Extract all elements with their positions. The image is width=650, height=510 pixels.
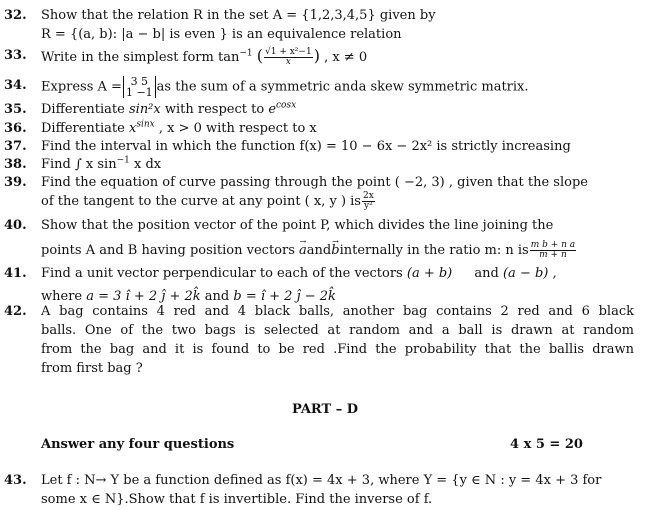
question-number: 36.: [4, 121, 27, 136]
matrix-row: 1 −1: [125, 86, 153, 99]
math-exponent: −1: [116, 155, 130, 166]
question-text: Find: [41, 157, 71, 172]
question-text: and: [306, 243, 332, 258]
question-text: Let f : N→ Y be a function defined as f(x) = 4x + 3, where Y = {y ∈ N : y = 4x + 3 for: [41, 473, 602, 488]
vector-a-definition: a = 3 î + 2 ĵ + 2k̂: [86, 289, 201, 304]
question-35: [4, 100, 634, 119]
question-39: [4, 173, 634, 211]
question-38: [4, 155, 634, 174]
question-number: 37.: [4, 139, 27, 154]
fraction-denominator: y²: [364, 201, 373, 211]
fraction-denominator: x: [285, 57, 291, 67]
math-expression: sin²x: [128, 102, 161, 117]
matrix: [123, 76, 156, 98]
question-text: where: [41, 289, 83, 304]
vector-a: → a: [299, 241, 307, 260]
fraction-numerator: m b + n a: [530, 240, 576, 250]
question-text: Differentiate: [41, 121, 125, 136]
question-43: [4, 471, 634, 509]
question-text: with respect to: [164, 102, 265, 117]
question-number: 39.: [4, 175, 27, 190]
question-text: , x ≠ 0: [324, 50, 368, 65]
question-number: 35.: [4, 102, 27, 117]
matrix-row: 3 5: [130, 75, 149, 88]
math-exponent: cosx: [276, 100, 297, 111]
question-text: Express A =: [41, 79, 122, 95]
question-text: Differentiate: [41, 102, 125, 117]
question-number: 43.: [4, 473, 27, 488]
question-number: 34.: [4, 78, 27, 93]
question-text: points A and B having position vectors: [41, 243, 295, 258]
question-34: [4, 76, 634, 98]
math-exponent: −1: [239, 48, 253, 59]
question-text: from first bag ?: [41, 361, 143, 376]
question-text: Find the interval in which the function f(x) = 10 − 6x − 2x² is strictly increasing: [41, 139, 571, 154]
question-text: as the sum of a symmetric anda skew symmetric matrix.: [156, 79, 529, 95]
question-number: 33.: [4, 48, 27, 63]
math-fraction: [530, 241, 576, 260]
math-function: tan: [217, 50, 240, 65]
math-exponent: sinx: [136, 119, 155, 130]
instruction-text: Answer any four questions: [41, 437, 235, 452]
question-text: Find the equation of curve passing through the point ( −2, 3) , given that the slope: [41, 175, 588, 190]
question-text: , x > 0 with respect to x: [158, 121, 317, 136]
question-36: [4, 119, 634, 138]
question-40: [4, 216, 634, 260]
question-number: 32.: [4, 8, 27, 23]
question-text: balls. One of the two bags is selected at random and a ball is drawn at random: [41, 323, 634, 338]
math-fraction: [264, 48, 313, 67]
question-text: and: [474, 266, 499, 281]
question-number: 41.: [4, 266, 27, 281]
question-number: 42.: [4, 304, 27, 319]
question-37: [4, 137, 634, 156]
question-text: from the bag and it is found to be red .Find the probability that the ballis drawn: [41, 342, 634, 357]
vector-b-definition: b = î + 2 ĵ − 2k̂: [233, 289, 336, 304]
question-number: 40.: [4, 218, 27, 233]
math-expression: x: [128, 121, 137, 136]
question-text: Find a unit vector perpendicular to each of the vectors: [41, 266, 403, 281]
question-32: [4, 6, 634, 44]
question-text: A bag contains 4 red and 4 black balls, another bag contains 2 red and 6 black: [41, 304, 634, 319]
vector-difference: (a − b) ,: [502, 266, 557, 281]
question-41: [4, 264, 634, 306]
fraction-denominator: m + n: [539, 250, 567, 260]
fraction-numerator: 2x: [362, 191, 374, 201]
question-42: [4, 302, 634, 378]
math-expression: e: [268, 102, 277, 117]
question-text: x dx: [134, 157, 162, 172]
question-text: R = {(a, b): |a − b| is even } is an equivalence relation: [41, 27, 402, 42]
question-number: 38.: [4, 157, 27, 172]
question-text: internally in the ratio m: n is: [339, 243, 529, 258]
question-text: Write in the simplest form: [41, 50, 214, 65]
fraction-numerator: √1 + x²−1: [265, 47, 312, 57]
vector-sum: (a + b): [406, 266, 453, 281]
section-title: PART – D: [292, 402, 358, 417]
math-fraction: [362, 192, 375, 211]
question-text: Show that the position vector of the point P, which divides the line joining the: [41, 218, 554, 233]
marks-text: 4 x 5 = 20: [510, 437, 583, 452]
question-text: some x ∈ N}.Show that f is invertible. Find the inverse of f.: [41, 492, 433, 507]
question-33: 33. Write in the simplest form $\tan^{-1}$ ( $\frac{\text{√1 + x²−1}}{x}$ ) , x ≠ 0: [4, 46, 368, 67]
math-expression: ∫ x sin: [75, 157, 117, 172]
question-text: and: [204, 289, 230, 304]
vector-b: → b: [331, 241, 339, 260]
question-text: Show that the relation R in the set A = {1,2,3,4,5} given by: [41, 8, 436, 23]
question-text: of the tangent to the curve at any point ( x, y ) is: [41, 194, 361, 209]
